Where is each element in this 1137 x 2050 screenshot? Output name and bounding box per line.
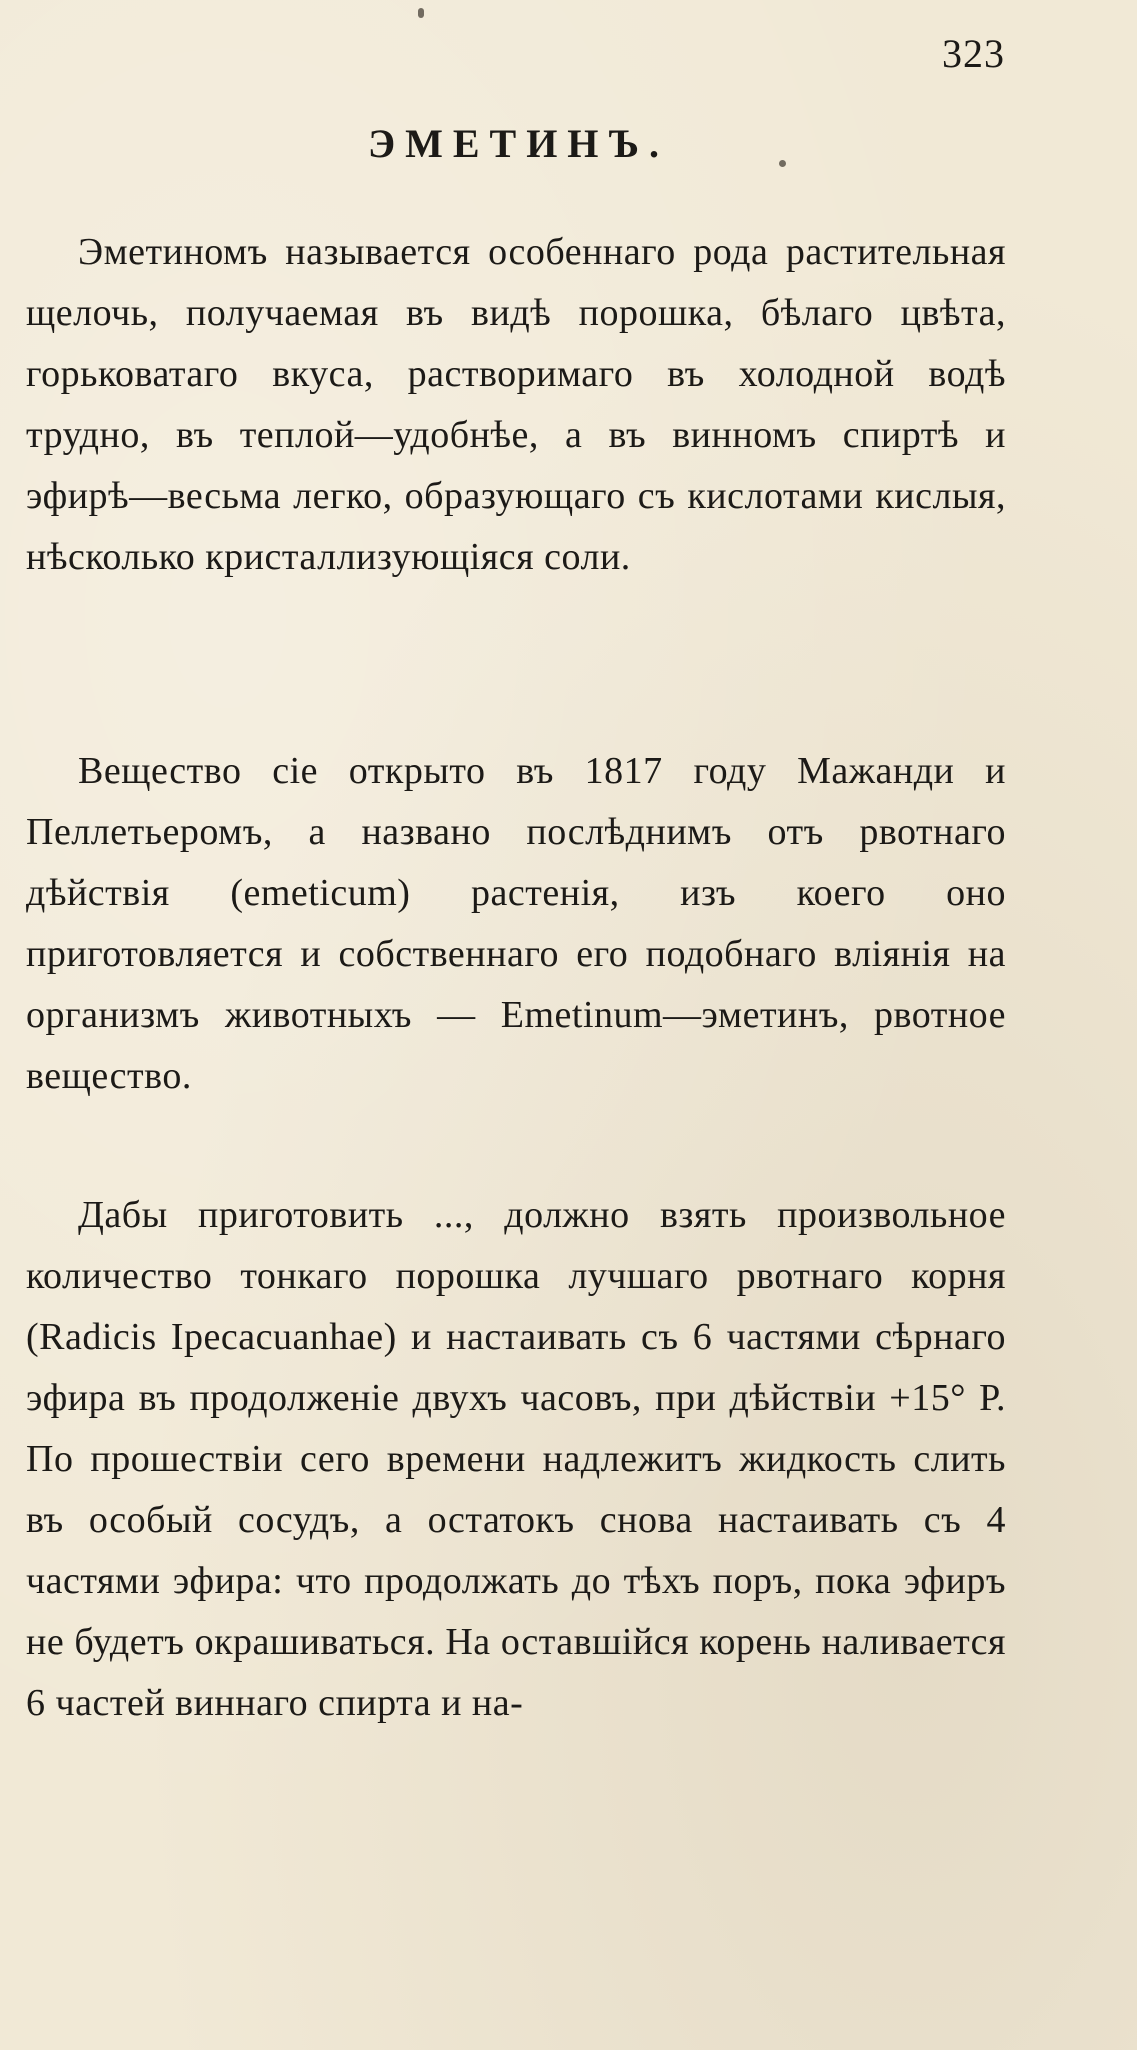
print-speck <box>418 8 424 18</box>
paragraph-definition: Эметиномъ называется особеннаго рода растительная щелочь, получаемая въ видѣ порошка, бѣлаго цвѣта, горьковатаго вкуса, растворимаго въ холодной водѣ трудно, въ теплой—удобнѣе, а въ винномъ спиртѣ и эфирѣ—весьма легко, образующаго съ кислотами кислыя, нѣсколько кристаллизующіяся соли. <box>26 231 1006 578</box>
page-number: 323 <box>942 31 1005 76</box>
paragraph-discovery: Вещество сіе открыто въ 1817 году Мажанди и Пеллетьеромъ, а названо послѣднимъ отъ рвотнаго дѣйствія (emeticum) растенія, изъ коего оно приготовляется и собственнаго его подобнаго вліянія на организмъ животныхъ — Emetinum—эметинъ, рвотное вещество. <box>26 750 1006 1097</box>
page-title: ЭМЕТИНЪ. <box>367 121 670 166</box>
paragraph-preparation: Дабы приготовить ..., должно взять произвольное количество тонкаго порошка лучшаго рвотнаго корня (Radicis Ipecacuanhae) и настаивать съ 6 частями сѣрнаго эфира въ продолженіе двухъ часовъ, при дѣйствіи +15° Р. По прошествіи сего времени надлежитъ жидкость слить въ особый сосудъ, а остатокъ снова настаивать съ 4 частями эфира: что продолжать до тѣхъ поръ, пока эфиръ не будетъ окрашиваться. На оставшійся корень наливается 6 частей виннаго спирта и на- <box>26 1194 1006 1724</box>
